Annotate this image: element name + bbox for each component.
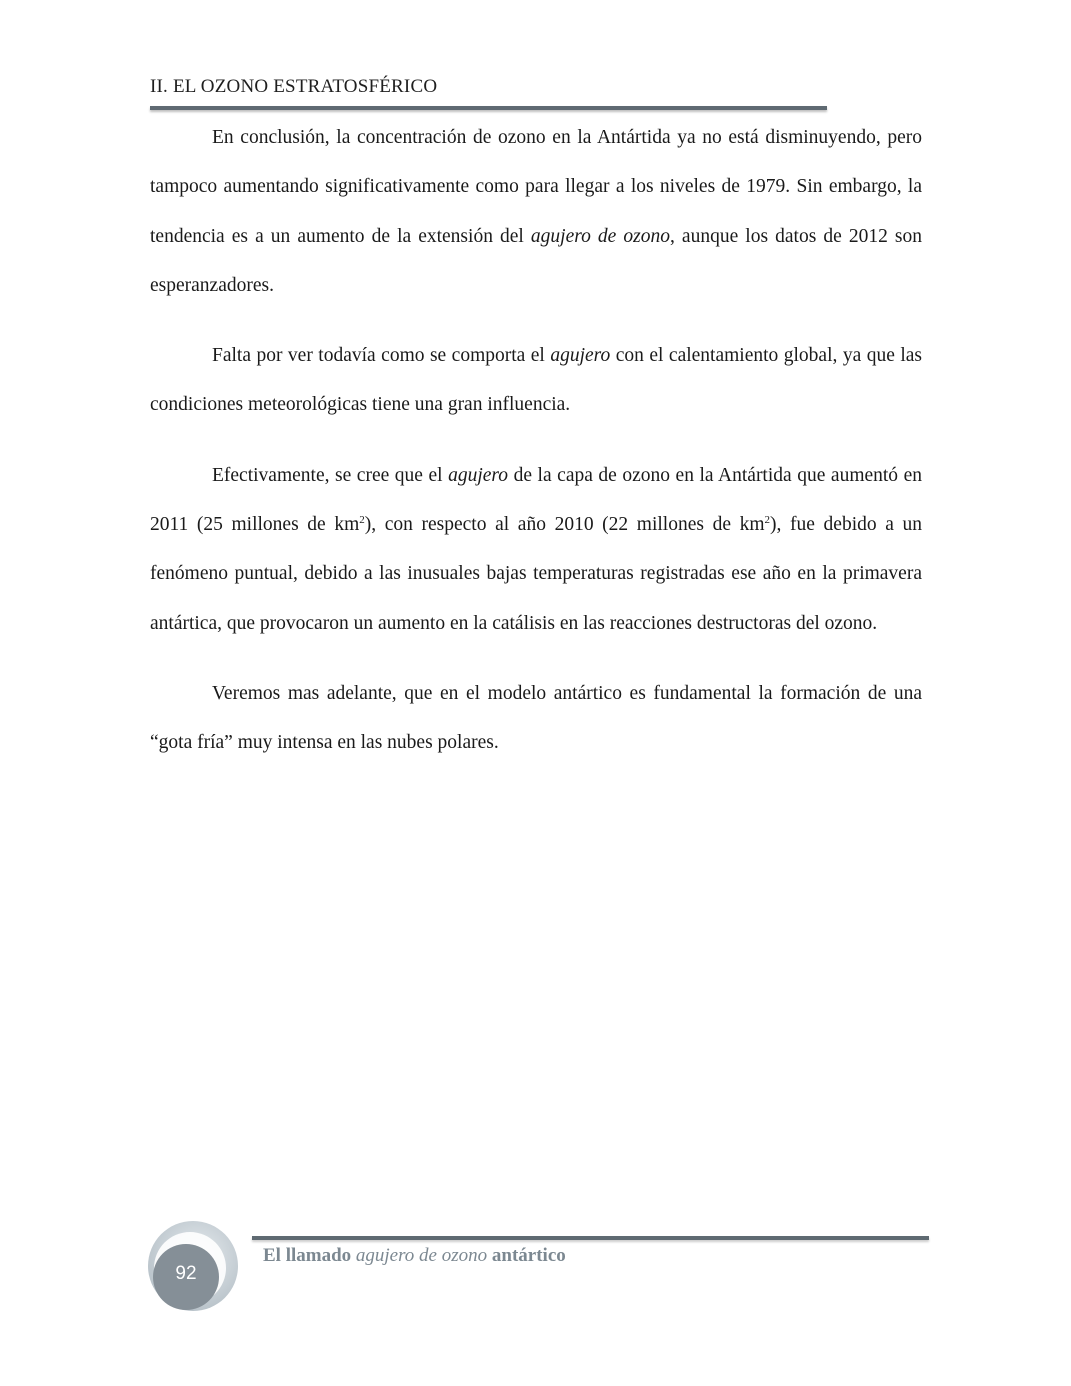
paragraph-2-text-b: con el calentamiento global, ya que las condiciones meteorológicas tiene una gran influencia. (150, 345, 922, 416)
paragraph-2-italic: agujero (550, 345, 611, 367)
page-number: 92 (175, 1263, 197, 1284)
footer-title-b: antártico (487, 1245, 566, 1266)
paragraph-1-text-b: , aunque los datos de 2012 son esperanzadores. (150, 225, 922, 296)
paragraph-1 (150, 113, 922, 310)
footer-title-a: El llamado (263, 1245, 356, 1266)
running-footer-title (263, 1245, 566, 1267)
running-header-title: II. EL OZONO ESTRATOSFÉRICO (150, 76, 438, 97)
paragraph-3-text-d: ), fue debido a un fenómeno puntual, debido a las inusuales bajas temperaturas registradas ese año en la primavera antártica, que provocaron un aumento en la catálisis en las reacciones destructoras del ozono. (150, 514, 923, 634)
paragraph-2-text-a: Falta por ver todavía como se comporta el (212, 345, 551, 367)
paragraph-3-superscript-2: 2 (764, 514, 771, 527)
paragraph-3-superscript-1: 2 (359, 514, 365, 527)
paragraph-3-text-b: de la capa de ozono en la Antártida que aumentó en 2011 (25 millones de km (150, 464, 923, 536)
paragraph-3-italic: agujero (448, 464, 509, 486)
header-rule (150, 106, 827, 110)
paragraph-2 (150, 331, 922, 430)
body-text (150, 113, 922, 789)
footer-title-italic: agujero de ozono (355, 1245, 488, 1266)
paragraph-1-text-a: En conclusión, la concentración de ozono en la Antártida ya no está disminuyendo, pero tampoco aumentando significativamente como para llegar a los niveles de 1979. Sin embargo, la tendencia es a un aumento de la extensión del (150, 127, 922, 247)
footer-rule (252, 1236, 929, 1240)
paragraph-4: Veremos mas adelante, que en el modelo antártico es fundamental la formación de una “gota fría” muy intensa en las nubes polares. (150, 682, 922, 754)
paragraph-3-text-a: Efectivamente, se cree que el (212, 464, 449, 486)
paragraph-3 (150, 451, 922, 648)
paragraph-1-italic: agujero de ozono (530, 225, 670, 247)
paragraph-3-text-c: ), con respecto al año 2010 (22 millones de km (364, 514, 765, 536)
